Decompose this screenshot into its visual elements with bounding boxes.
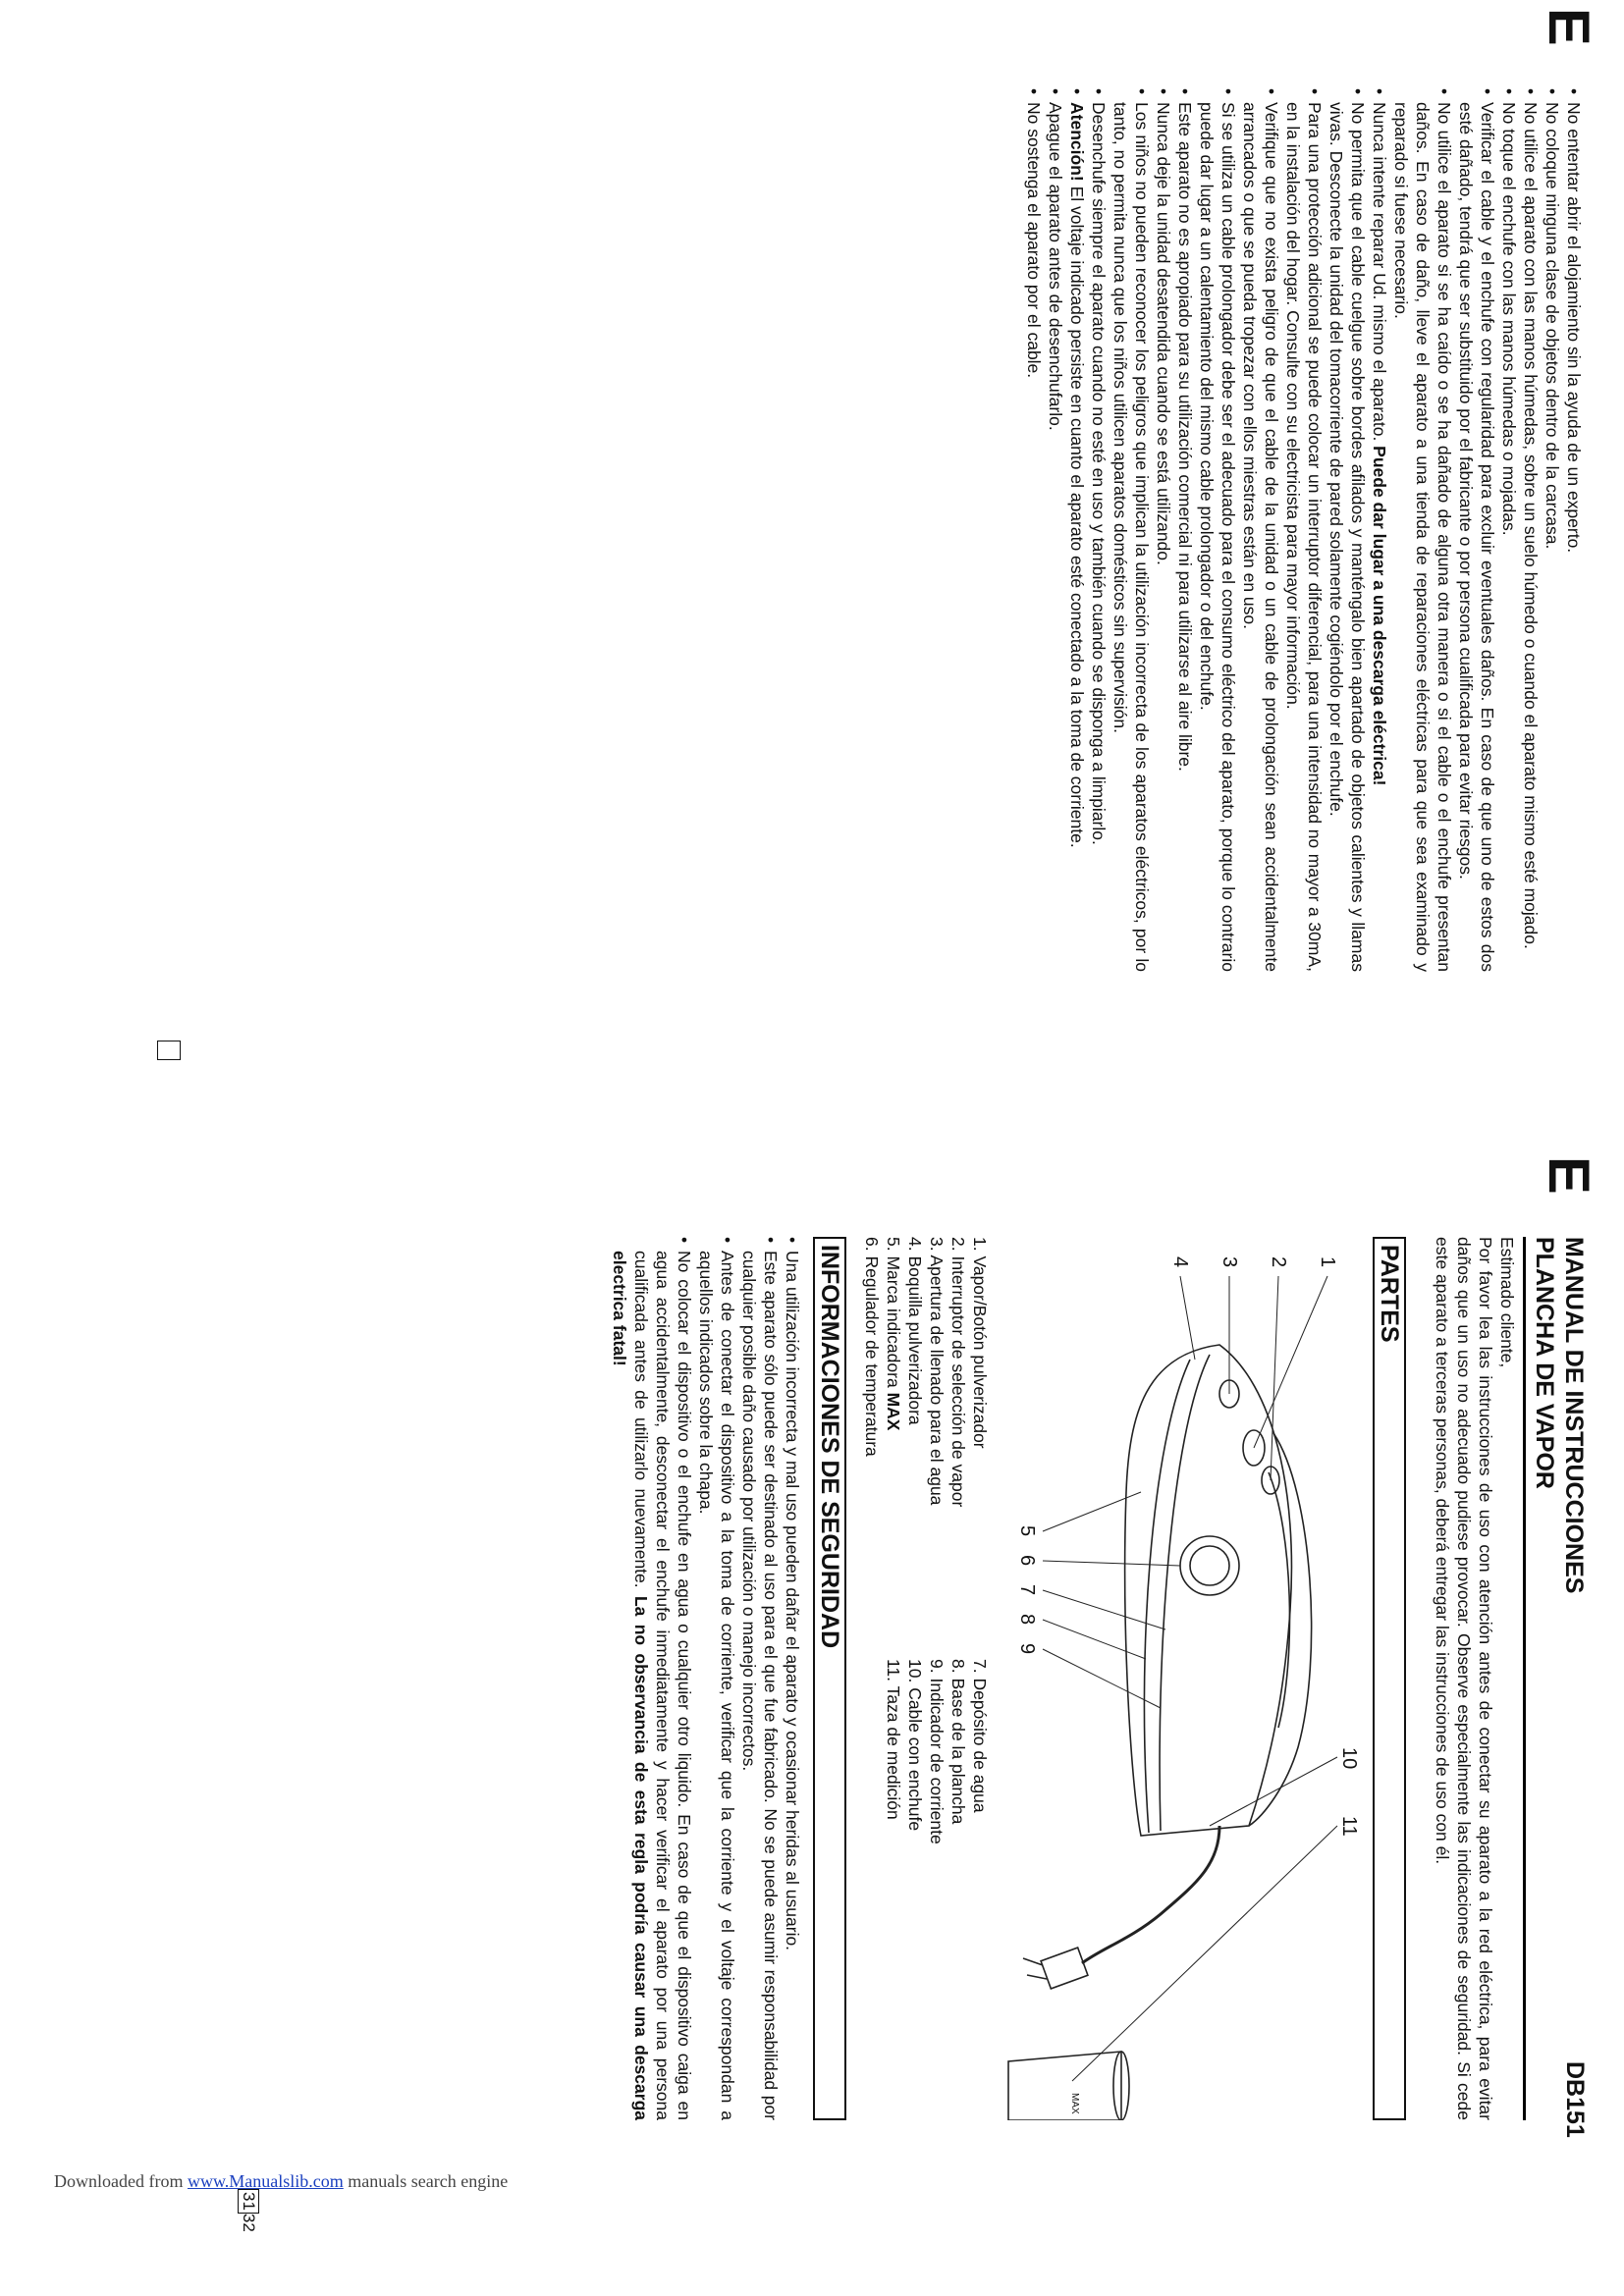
safety-item: • No utilice el aparato con las manos húmedas, sobre un suelo húmedo o cuando el aparato mismo esté mojado. <box>1520 88 1542 972</box>
part-item: 3. Apertura de llenado para el agua <box>927 1237 947 1506</box>
soleplate-edge <box>1144 1360 1190 1833</box>
product-title: PLANCHA DE VAPOR <box>1531 1237 1558 1489</box>
callout-3: 3 <box>1218 1256 1240 1268</box>
parts-list-col1 <box>861 1237 991 1649</box>
soleplate-line <box>1160 1355 1210 1831</box>
safety-item: • Este aparato no es apropiado para su utilización comercial ni para utilizarse al aire libre. <box>1174 88 1196 972</box>
safety-item: • No ententar abrir el alojamiento sin la ayuda de un experto. <box>1563 88 1585 972</box>
safety-item: • No colocar el dispositivo o el enchufe en agua o cualquier otro liquido. En caso de que el dispositivo caiga en agua accidentalmente, desconectar el enchufe inmediatamente y hacer verificar el aparato por una persona cualificada antes de utilizarlo nuevamente. La no observancia de esta regla podría causar una descarga electrica fatal! <box>609 1237 695 2120</box>
intro-paragraph: Por favor lea las instrucciones de uso con atención antes de conectar su aparato a la red eléctrica, para evitar daños que un uso no adecuado pudiese provocar. Observe especialmente las indicaciones de seguridad. Si cede este aparato a terceras personas, deberá entregar las instrucciones de uso con él. <box>1433 1237 1495 2120</box>
safety-item: • Para una protección adicional se puede colocar un interruptor diferencial, para una intensidad no mayor a 30mA, en la instalación del hogar. Consulte con su electricista para mayor información. <box>1282 88 1326 972</box>
callout-4: 4 <box>1169 1256 1191 1268</box>
cup-max-label: MAX <box>1069 2093 1080 2114</box>
page-marker-box <box>157 1041 181 1060</box>
safety-item: • Atención! El voltaje indicado persiste en cuanto el aparato esté conectado a la toma de corriente. <box>1066 88 1088 972</box>
iron-handle <box>1249 1433 1312 1826</box>
safety-item: • Este aparato sólo puede ser destinado al uso para el que fue fabricado. No se puede asumir responsabilidad por cualquier posible daño causado por utilización o manejo incorrectos. <box>738 1237 782 2120</box>
safety-item: • No coloque ninguna clase de objetos dentro de la carcasa. <box>1542 88 1563 972</box>
page-31 <box>0 1148 1624 2296</box>
handle-inner <box>1269 1472 1289 1728</box>
callout-6: 6 <box>1016 1555 1038 1567</box>
safety-item: • Si se utiliza un cable prolongador debe ser el adecuado para el consumo eléctrico del aparato, porque lo contrario puede dar lugar a un calentamiento del mismo cable prolongador o del enchufe. <box>1196 88 1239 972</box>
safety-heading: INFORMACIONES DE SEGURIDAD <box>813 1237 846 2120</box>
part-item: 6. Regulador de temperatura <box>862 1237 882 1457</box>
safety-item: • No permita que el cable cuelgue sobre bordes afilados y manténgalo bien apartado de objetos calientes y llamas vivas. Desconecte la unidad del tomacorriente de pared solamente cogiéndolo por el enchufe. <box>1326 88 1369 972</box>
safety-item: • Nunca intente reparar Ud. mismo el aparato. Puede dar lugar a una descarga eléctrica! <box>1369 88 1390 972</box>
safety-item: • Verificar el cable y el enchufe con regularidad para excluir eventuales daños. En caso de que uno de estos dos esté dañado, tendrá que ser substituido por el fabricante o por persona cualificada para evitar riesgos. <box>1455 88 1498 972</box>
iron-diagram <box>994 1237 1367 2120</box>
safety-item: • No sostenga el aparato por el cable. <box>1023 88 1045 972</box>
safety-list-continued <box>1023 88 1585 972</box>
model-number: DB151 <box>1561 2061 1589 2138</box>
greeting: Estimado cliente, <box>1497 1237 1517 1368</box>
part-item: 5. Marca indicadora MAX <box>884 1237 903 1431</box>
safety-item: • Antes de conectar el dispositivo a la toma de corriente, verificar que la corriente y el voltaje correspondan a aquellos indicados sobre la chapa. <box>695 1237 738 2120</box>
part-item: 9. Indicador de corriente <box>927 1659 947 1844</box>
download-footer: Downloaded from www.Manualslib.com manuals search engine <box>54 2171 509 2191</box>
safety-item: • Desenchufe siempre el aparato cuando no esté en uso y también cuando se disponga a limpiarlo. <box>1088 88 1110 972</box>
manualslib-link[interactable]: www.Manualslib.com <box>187 2171 344 2191</box>
safety-item: • Verifique que no exista peligro de que el cable de la unidad o un cable de prolongación sean accidentalmente arrancados o que se pueda tropezar con ellos miestras están en uso. <box>1239 88 1282 972</box>
part-item: 1. Vapor/Botón pulverizador <box>970 1237 990 1449</box>
callout-2: 2 <box>1268 1256 1289 1268</box>
safety-item: • No toque el enchufe con las manos húmedas o mojadas. <box>1498 88 1520 972</box>
callout-8: 8 <box>1016 1614 1038 1626</box>
page-number: 3132 <box>238 2189 259 2232</box>
parts-heading: PARTES <box>1373 1237 1406 2120</box>
part-item: 10. Cable con enchufe <box>905 1659 925 1832</box>
part-item: 11. Taza de medición <box>884 1659 903 1820</box>
part-item: 2. Interruptor de selección de vapor <box>948 1237 968 1508</box>
safety-item: • Apague el aparato antes de desenchufarlo. <box>1045 88 1066 972</box>
safety-item: • Los niños no pueden reconocer los peligros que implican la utilización incorrecta de los aparatos eléctricos, por lo tanto, no permita nunca que los niños utilicen aparatos domésticos sin supervisión. <box>1110 88 1153 972</box>
section-letter: E <box>1537 8 1600 46</box>
manual-title: MANUAL DE INSTRUCCIONES <box>1560 1237 1588 1594</box>
callout-1: 1 <box>1317 1256 1338 1268</box>
part-item: 7. Depósito de agua <box>970 1659 990 1813</box>
safety-item: • Nunca deje la unidad desatendida cuando se está utilizando. <box>1153 88 1174 972</box>
callout-10: 10 <box>1338 1747 1360 1770</box>
power-cord <box>1082 1826 1219 1963</box>
callout-5: 5 <box>1016 1525 1038 1537</box>
callout-11: 11 <box>1338 1816 1360 1837</box>
parts-list-col2 <box>883 1659 991 2071</box>
temperature-dial <box>1180 1536 1239 1595</box>
plug <box>1041 1948 1088 1989</box>
safety-item: • Una utilización incorrecta y mal uso pueden dañar el aparato y ocasionar heridas al usuario. <box>782 1237 803 2120</box>
safety-list <box>609 1237 803 2120</box>
callout-9: 9 <box>1016 1643 1038 1655</box>
title-rule <box>1523 1237 1526 2120</box>
measuring-cup <box>1008 2052 1121 2120</box>
part-item: 8. Base de la plancha <box>948 1659 968 1825</box>
part-item: 4. Boquilla pulverizadora <box>905 1237 925 1425</box>
callout-7: 7 <box>1016 1584 1038 1596</box>
section-letter: E <box>1537 1156 1600 1195</box>
safety-item: • No utilice el aparato si se ha caído o se ha dañado de alguna otra manera o si el cable o el enchufe presentan daños. En caso de daño, lleve el aparato a una tienda de reparaciones eléctricas para que sea examinado y reparado si fuese necesario. <box>1390 88 1455 972</box>
